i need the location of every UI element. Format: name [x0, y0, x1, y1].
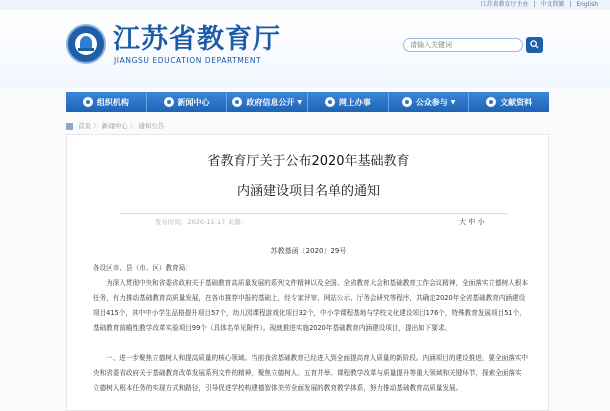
nav-item-org[interactable]	[66, 92, 147, 112]
article-title-line1: 省教育厅关于公布2020年基础教育	[207, 154, 410, 169]
nav-label: 新闻中心	[177, 97, 210, 107]
nav-label: 公众参与	[415, 97, 448, 107]
breadcrumb-sep: 〉	[93, 122, 100, 130]
chevron-down-icon: ▼	[450, 98, 456, 106]
info-icon	[232, 97, 242, 107]
article-title-line2: 内涵建设项目名单的通知	[236, 184, 380, 199]
paragraph-1: 为深入贯彻中央和省委省政府关于基础教育高质量发展的系列文件精神以及全国、全省教育大会和基础教育工作会议精神，全面落实立德树人根本任务，有力推动基础教育高质量发展，在各市推荐申报的基础上，经专家评审、网站公示、厅务会研究等程序，共确定2020年全省基础教育内涵建设项目415个，其中中小学生品格提升项目57个，幼儿园课程游戏化项目32个，中小学课程基地与学校文化建设项目176个，特殊教育发展项目51个，基础教育前瞻性教学改革实验项目99个（具体名单见附件）。现就推进实施2020年基础教育内涵建设项目，提出如下要求。	[93, 279, 528, 332]
sponsor-text: 江苏省教育厅主办	[480, 1, 529, 8]
nav-item-docs[interactable]	[469, 92, 549, 112]
nav-label: 网上办事	[338, 97, 371, 107]
search-button[interactable]	[526, 37, 543, 53]
article-panel	[66, 134, 549, 411]
public-icon	[402, 97, 412, 107]
news-icon	[164, 97, 174, 107]
lang-chinese-link[interactable]: 中文简繁	[540, 1, 565, 8]
nav-label: 组织机构	[96, 97, 129, 107]
article-meta: 发布时间：2020-11-17 来源：	[155, 218, 247, 226]
breadcrumb-sep: 〉	[129, 122, 137, 130]
divider	[120, 213, 507, 214]
salutation: 各设区市、县（市、区）教育局：	[93, 264, 192, 272]
breadcrumb-home[interactable]: 首页	[78, 122, 92, 130]
nav-item-info[interactable]	[227, 92, 308, 112]
nav-item-public[interactable]	[389, 92, 470, 112]
separator: |	[569, 1, 572, 8]
utility-links	[478, 0, 598, 10]
search-input[interactable]	[410, 40, 518, 50]
search-icon	[530, 40, 539, 49]
lang-english-link[interactable]: English	[576, 1, 598, 8]
logo-base	[78, 48, 94, 51]
service-icon	[325, 97, 335, 107]
paragraph-2: 一、进一步聚焦立德树人和提高质量的核心领域。当前我省基础教育已经进入到全面提高育人质量的新阶段。内涵项目的建设推进，要全面落实中央和省委省政府关于基础教育改革发展系列文件的精神，聚焦立德树人、五育并举、课程教学改革与质量提升等重大领域和关键环节，探索全面落实立德树人根本任务的实现方式和路径，引导促进学校构建德智体美劳全面发展的教育教学体系，努力推动基础教育高质量发展。	[93, 354, 528, 392]
nav-item-service[interactable]	[308, 92, 389, 112]
utility-bar	[0, 0, 610, 10]
search-box	[403, 38, 523, 52]
site-logo[interactable]	[66, 24, 106, 64]
site-title-en: JIANGSU EDUCATION DEPARTMENT	[114, 56, 262, 65]
site-title: 江苏省教育厅	[113, 24, 281, 55]
chevron-down-icon: ▼	[297, 98, 302, 106]
main-nav	[66, 92, 549, 112]
docs-icon	[486, 97, 496, 107]
separator: |	[533, 1, 536, 8]
org-icon	[83, 97, 93, 107]
breadcrumb	[66, 120, 549, 132]
font-size-switcher[interactable]: 大 中 小	[459, 218, 485, 226]
nav-item-news[interactable]	[147, 92, 228, 112]
breadcrumb-news[interactable]: 新闻中心	[101, 122, 128, 130]
nav-label: 文献资料	[500, 97, 533, 107]
site-header	[0, 10, 610, 88]
document-number: 苏教基函〔2020〕29号	[270, 247, 347, 255]
breadcrumb-notices[interactable]: 通知公告	[138, 122, 165, 130]
nav-label: 政府信息公开	[246, 97, 295, 107]
home-icon	[66, 123, 73, 130]
